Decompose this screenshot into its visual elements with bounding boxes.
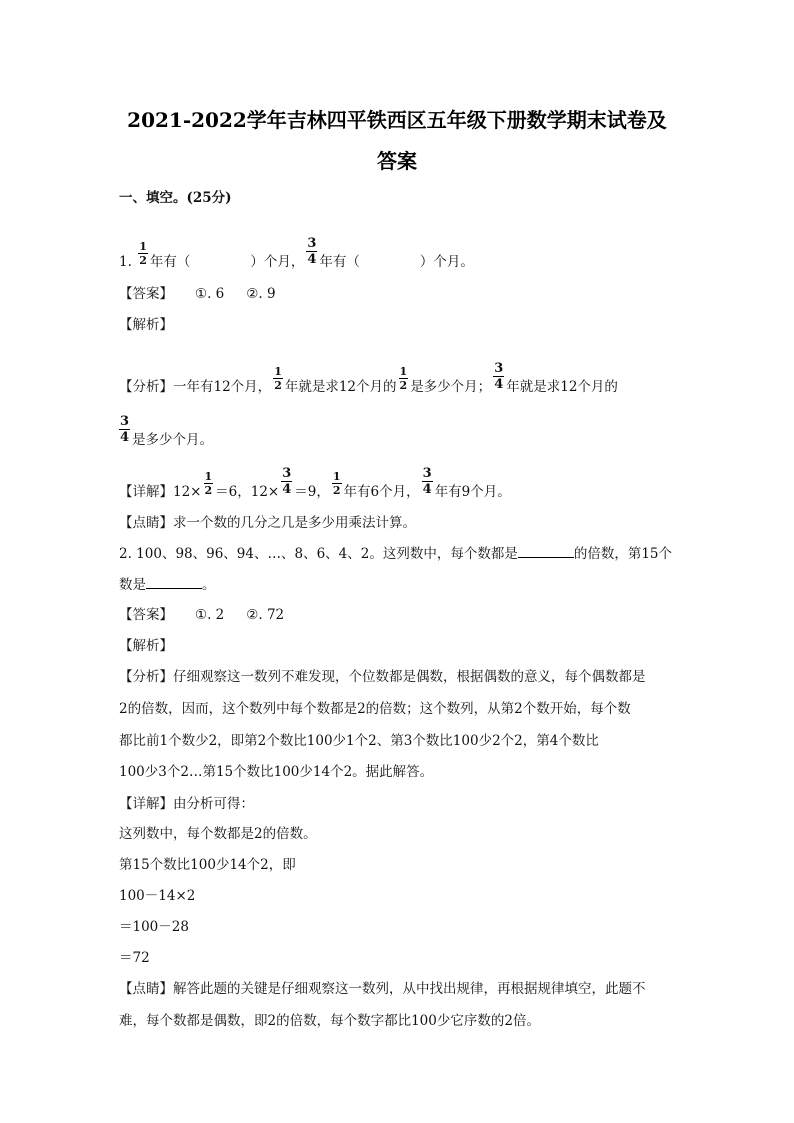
solution-fragment: 年有6个月， [343, 484, 420, 500]
key-point [119, 977, 646, 997]
question-text: ）个月， [250, 254, 305, 270]
question-text: 2. 100、98、96、94、…、8、6、4、2。这列数中，每个数都是 [119, 546, 518, 562]
fraction-one-half: $\frac{1}{2}$ [139, 240, 147, 267]
solution-tag: 【详解】 [119, 484, 173, 500]
answer-value: ②. 72 [246, 607, 285, 623]
fraction-three-quarters: $\frac{3}{4}$ [282, 466, 292, 497]
key-point-text: 求一个数的几分之几是多少用乘法计算。 [173, 515, 416, 531]
analysis-fragment: 年就是求12个月的 [284, 379, 397, 395]
analysis-fragment: 是多少个月； [410, 379, 492, 395]
solution-step: 这列数中，每个数都是2的倍数。 [119, 826, 317, 842]
solution-step: ＝72 [119, 950, 150, 966]
answer-value: ①. 6 [195, 286, 225, 302]
analysis-fragment: 年就是求12个月的 [506, 379, 618, 395]
document-title-line-1: 2021-2022学年吉林四平铁西区五年级下册数学期末试卷及 [127, 108, 667, 132]
fraction-three-quarters: $\frac{3}{4}$ [494, 361, 504, 392]
detailed-solution [119, 792, 254, 812]
analysis-text: 都比前1个数少2，即第2个数比100少1个2、第3个数比100少2个2，第4个数比 [119, 733, 599, 749]
question-text: 数是 [119, 577, 146, 593]
analysis-label: 【解析】 [119, 317, 173, 333]
answer-row [119, 282, 276, 302]
key-point-tag: 【点睛】 [119, 981, 173, 997]
analysis-fragment: 仔细观察这一数列不难发现，个位数都是偶数，根据偶数的意义，每个偶数都是 [173, 669, 646, 685]
answer-label: 【答案】 [119, 607, 173, 623]
section-heading-fill-blank: 一、填空。(25分) [119, 190, 232, 206]
question-text: 的倍数，第15个 [573, 546, 673, 562]
solution-fragment: 年有9个月。 [434, 484, 511, 500]
analysis-fragment: 是多少个月。 [132, 432, 214, 448]
fraction-one-half: $\frac{1}{2}$ [274, 365, 282, 392]
solution-fragment: ＝6，12× [215, 484, 280, 500]
solution-tag: 【详解】 [119, 796, 173, 812]
key-point [119, 511, 416, 531]
answer-value: ②. 9 [246, 286, 276, 302]
answer-blank [146, 576, 202, 589]
answer-blank [518, 545, 574, 558]
question-2-continued [119, 573, 216, 593]
analysis-text: 100少3个2…第15个数比100少14个2。据此解答。 [119, 764, 434, 780]
question-text: 。 [202, 577, 216, 593]
analysis-fragment: 一年有12个月， [173, 379, 272, 395]
solution-fragment: ＝9， [294, 484, 330, 500]
question-text: 年有（ [149, 254, 191, 270]
question-1 [119, 236, 474, 277]
solution-step: 第15个数比100少14个2，即 [119, 857, 296, 873]
question-number: 1. [119, 254, 132, 270]
analysis-text: 2的倍数，因而，这个数列中每个数都是2的倍数；这个数列，从第2个数开始，每个数 [119, 701, 631, 717]
fraction-one-half: $\frac{1}{2}$ [332, 470, 341, 497]
key-point-text: 难，每个数都是偶数，即2的倍数，每个数字都比100少它序数的2倍。 [119, 1013, 540, 1029]
question-text: ）个月。 [419, 254, 474, 270]
fraction-three-quarters: $\frac{3}{4}$ [307, 236, 317, 267]
analysis-tag: 【分析】 [119, 379, 173, 395]
analysis-tag: 【分析】 [119, 669, 173, 685]
key-point-text: 解答此题的关键是仔细观察这一数列，从中找出规律，再根据规律填空，此题不 [173, 981, 646, 997]
solution-fragment: 12× [173, 484, 202, 500]
fraction-three-quarters: $\frac{3}{4}$ [422, 466, 432, 497]
answer-value: ①. 2 [195, 607, 225, 623]
question-2 [119, 542, 672, 562]
fraction-one-half: $\frac{1}{2}$ [399, 365, 408, 392]
fraction-three-quarters: $\frac{3}{4}$ [120, 414, 130, 445]
solution-fragment: 由分析可得： [173, 796, 254, 812]
fraction-one-half: $\frac{1}{2}$ [204, 470, 213, 497]
question-text: 年有（ [319, 254, 360, 270]
solution-step: 100－14×2 [119, 888, 196, 904]
analysis-text [119, 665, 646, 685]
detailed-solution [119, 466, 511, 507]
document-title-line-2: 答案 [377, 149, 417, 173]
answer-row [119, 603, 284, 623]
analysis-label: 【解析】 [119, 638, 173, 654]
answer-label: 【答案】 [119, 286, 173, 302]
key-point-tag: 【点睛】 [119, 515, 173, 531]
analysis-text [119, 361, 618, 402]
solution-step: ＝100－28 [119, 919, 189, 935]
analysis-text-continued [119, 414, 214, 455]
